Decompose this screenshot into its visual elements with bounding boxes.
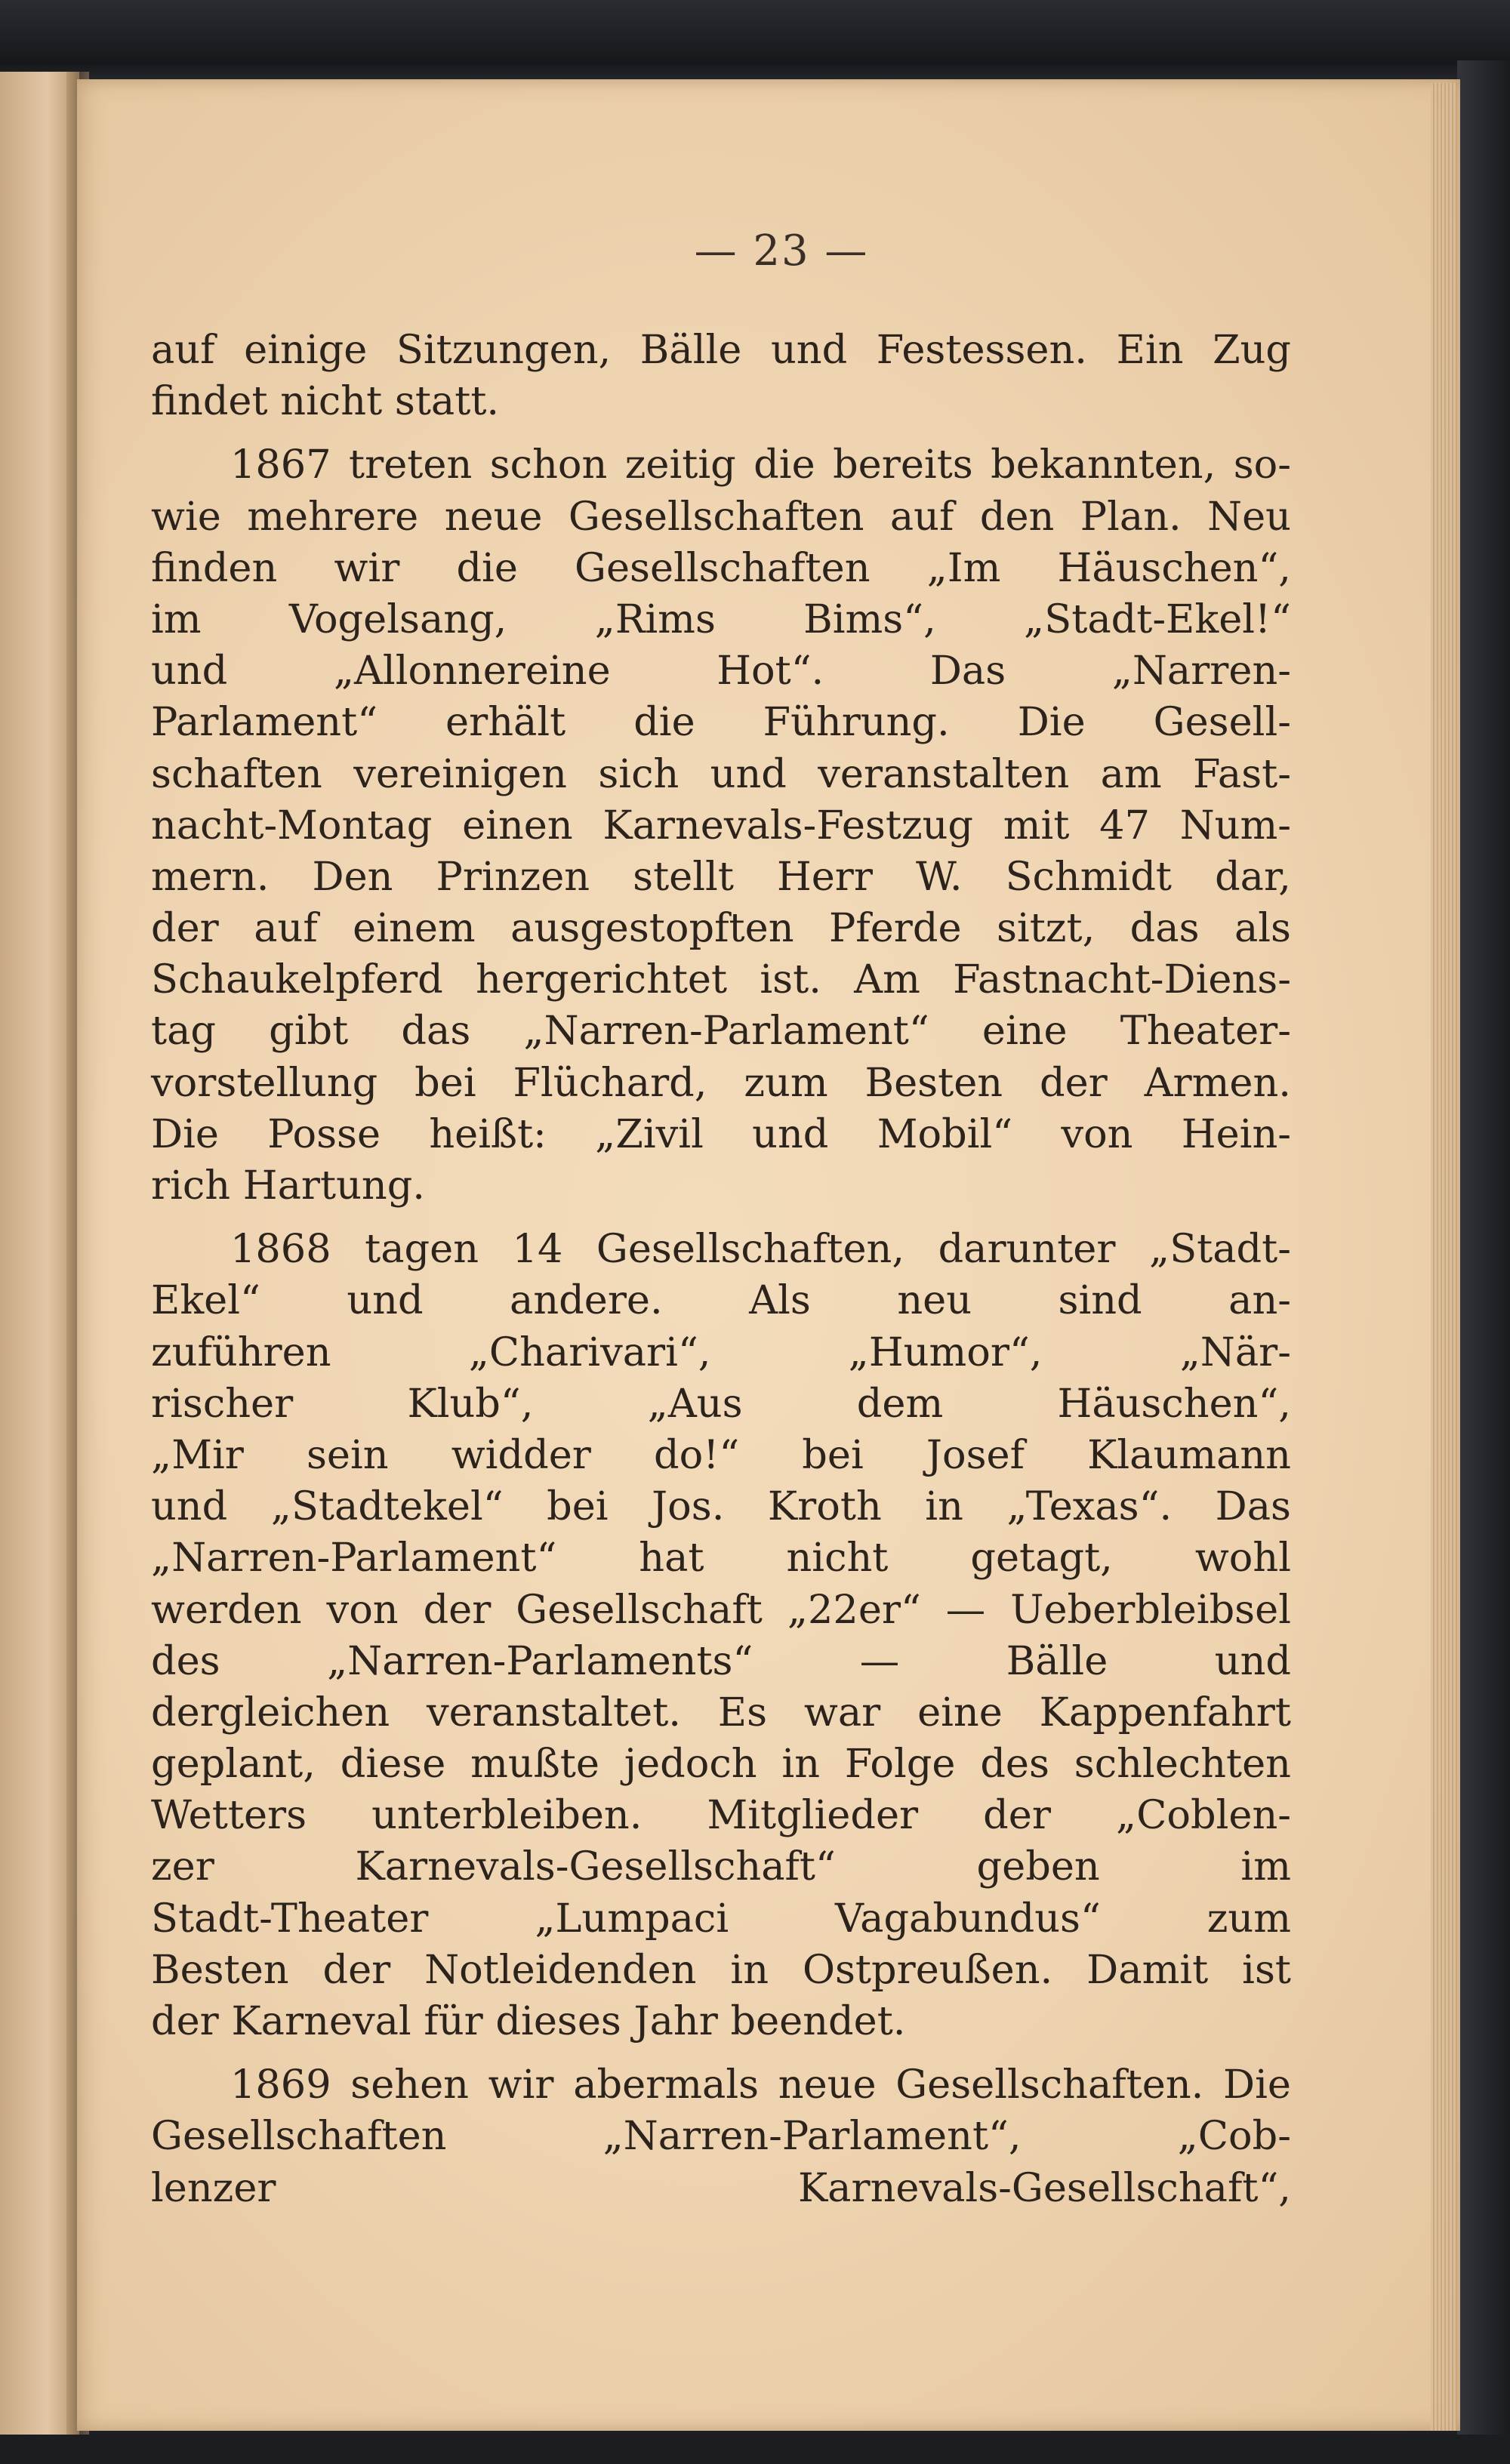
text-line: mern. Den Prinzen stellt Herr W. Schmidt dar, xyxy=(151,853,1291,900)
text-line: Schaukelpferd hergerichtet ist. Am Fastnacht-Diens- xyxy=(151,956,1291,1003)
text-line: tag gibt das „Narren-Parlament“ eine Theater- xyxy=(151,1008,1291,1055)
text-line: rich Hartung. xyxy=(151,1163,425,1209)
text-line: zer Karnevals-Gesellschaft“ geben im xyxy=(151,1843,1291,1890)
text-line: findet nicht statt. xyxy=(151,378,500,425)
text-line: werden von der Gesellschaft „22er“ — Ueberbleibsel xyxy=(151,1586,1291,1633)
text-line: der auf einem ausgestopften Pferde sitzt, das als xyxy=(151,905,1291,952)
text-line: Gesellschaften „Narren-Parlament“, „Cob- xyxy=(151,2113,1291,2160)
text-line: schaften vereinigen sich und veranstalten am Fast- xyxy=(151,750,1291,797)
text-line: „Mir sein widder do!“ bei Josef Klaumann xyxy=(151,1431,1291,1478)
text-line: 1868 tagen 14 Gesellschaften, darunter „Stadt- xyxy=(230,1226,1291,1273)
book-cover-bottom xyxy=(0,2435,1510,2464)
text-line: lenzer Karnevals-Gesellschaft“, xyxy=(151,2164,1291,2211)
text-line: Wetters unterbleiben. Mitglieder der „Coblen- xyxy=(151,1792,1291,1839)
text-line: nacht-Montag einen Karnevals-Festzug mit 47 Num- xyxy=(151,802,1291,849)
page-stack-edge xyxy=(1431,83,1457,2431)
text-line: 1867 treten schon zeitig die bereits bekannten, so- xyxy=(230,442,1291,488)
text-line: Stadt-Theater „Lumpaci Vagabundus“ zum xyxy=(151,1895,1291,1942)
text-line: geplant, diese mußte jedoch in Folge des schlechten xyxy=(151,1741,1291,1788)
text-line: Die Posse heißt: „Zivil und Mobil“ von Hein- xyxy=(151,1110,1291,1157)
text-line: und „Stadtekel“ bei Jos. Kroth in „Texas“. Das xyxy=(151,1483,1291,1530)
text-line: rischer Klub“, „Aus dem Häuschen“, xyxy=(151,1380,1291,1427)
paragraph xyxy=(151,439,1291,1212)
page-number: — 23 — xyxy=(694,226,869,276)
text-line: „Narren-Parlament“ hat nicht getagt, wohl xyxy=(151,1535,1291,1582)
text-line: finden wir die Gesellschaften „Im Häuschen“, xyxy=(151,544,1291,591)
text-line: vorstellung bei Flüchard, zum Besten der Armen. xyxy=(151,1059,1291,1106)
text-line: zuführen „Charivari“, „Humor“, „När- xyxy=(151,1329,1291,1375)
book-cover-right xyxy=(1457,60,1510,2464)
text-line: dergleichen veranstaltet. Es war eine Kappenfahrt xyxy=(151,1689,1291,1736)
text-line: der Karneval für dieses Jahr beendet. xyxy=(151,1998,906,2044)
text-line: 1869 sehen wir abermals neue Gesellschaften. Die xyxy=(230,2062,1291,2108)
text-line: wie mehrere neue Gesellschaften auf den Plan. Neu xyxy=(151,493,1291,540)
page-text xyxy=(151,325,1291,2214)
text-line: Parlament“ erhält die Führung. Die Gesell- xyxy=(151,699,1291,746)
text-line: im Vogelsang, „Rims Bims“, „Stadt-Ekel!“ xyxy=(151,596,1291,642)
text-line: und „Allonnereine Hot“. Das „Narren- xyxy=(151,648,1291,695)
text-line: des „Narren-Parlaments“ — Bälle und xyxy=(151,1637,1291,1684)
text-line: Besten der Notleidenden in Ostpreußen. Damit ist xyxy=(151,1946,1291,1993)
paragraph xyxy=(151,1224,1291,2047)
text-line: auf einige Sitzungen, Bälle und Festessen. Ein Zug xyxy=(151,327,1291,373)
text-line: Ekel“ und andere. Als neu sind an- xyxy=(151,1277,1291,1324)
book-cover-top xyxy=(0,0,1510,91)
paragraph xyxy=(151,325,1291,427)
paragraph xyxy=(151,2059,1291,2214)
